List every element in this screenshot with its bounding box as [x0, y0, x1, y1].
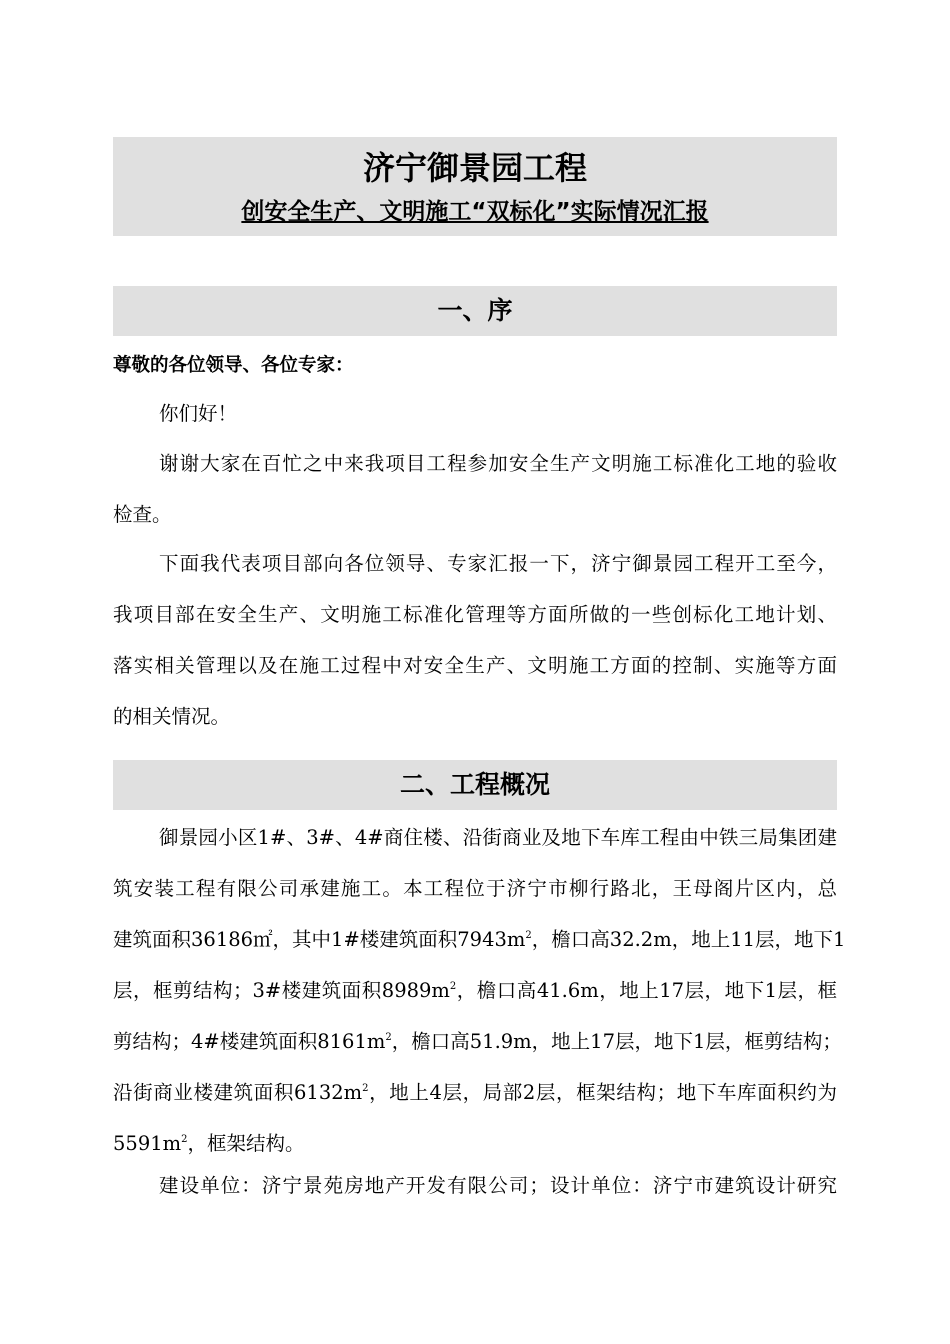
paragraph-line [113, 1016, 842, 1067]
paragraph-line: 御景园小区1#、3#、4#商住楼、沿街商业及地下车库工程由中铁三局集团建 [159, 826, 837, 849]
overview-paragraph [113, 812, 846, 1169]
superscript: 2 [181, 1134, 188, 1145]
paragraph-line [113, 1067, 837, 1118]
paragraph-line: 落实相关管理以及在施工过程中对安全生产、文明施工方面的控制、实施等方面 [113, 654, 837, 677]
line-text: ，檐口高41.6m，地上17层，地下1层，框 [456, 979, 837, 1002]
paragraph-line: 谢谢大家在百忙之中来我项目工程参加安全生产文明施工标准化工地的验收 [159, 452, 837, 475]
line-text: 层，框剪结构；3#楼建筑面积8989m [113, 979, 450, 1002]
document-title-block [113, 137, 837, 236]
hello-text: 你们好！ [159, 402, 238, 425]
superscript: 2 [362, 1083, 369, 1094]
greeting-text: 尊敬的各位领导、各位专家： [113, 355, 354, 376]
paragraph-line: 的相关情况。 [113, 705, 231, 728]
document-title: 济宁御景园工程 [362, 149, 587, 187]
paragraph-line [113, 914, 846, 965]
paragraph-line: 下面我代表项目部向各位领导、专家汇报一下，济宁御景园工程开工至今， [159, 552, 837, 575]
line-text: 5591m [113, 1132, 182, 1155]
hello-paragraph [113, 388, 837, 439]
line-text: ，檐口高51.9m，地上17层，地下1层，框剪结构； [391, 1030, 842, 1053]
paragraph-line: 建设单位：济宁景苑房地产开发有限公司；设计单位：济宁市建筑设计研究 [159, 1174, 837, 1197]
line-text: 剪结构；4#楼建筑面积8161m [113, 1030, 386, 1053]
line-text: 沿街商业楼建筑面积6132m [113, 1081, 363, 1104]
line-text: ，框架结构。 [187, 1132, 305, 1155]
intro-paragraph [113, 538, 837, 742]
superscript: 2 [525, 930, 532, 941]
line-text: ，檐口高32.2m，地上11层，地下1 [531, 928, 846, 951]
greeting [113, 340, 837, 391]
units-paragraph [113, 1160, 837, 1211]
section-heading-preface: 一、序 [113, 286, 837, 336]
superscript: 2 [449, 981, 457, 992]
paragraph-line: 检查。 [113, 503, 172, 526]
paragraph-line: 筑安装工程有限公司承建施工。本工程位于济宁市柳行路北，王母阁片区内，总 [113, 877, 837, 900]
thanks-paragraph [113, 438, 837, 540]
paragraph-line: 我项目部在安全生产、文明施工标准化管理等方面所做的一些创标化工地计划、 [113, 603, 837, 626]
document-subtitle: 创安全生产、文明施工“双标化”实际情况汇报 [241, 199, 709, 225]
section-heading-overview: 二、工程概况 [113, 760, 837, 810]
superscript: 2 [385, 1032, 392, 1043]
line-text: ，地上4层，局部2层，框架结构；地下车库面积约为 [368, 1081, 837, 1104]
paragraph-line [113, 965, 837, 1016]
line-text: 建筑面积36186㎡，其中1#楼建筑面积7943m [113, 928, 526, 951]
